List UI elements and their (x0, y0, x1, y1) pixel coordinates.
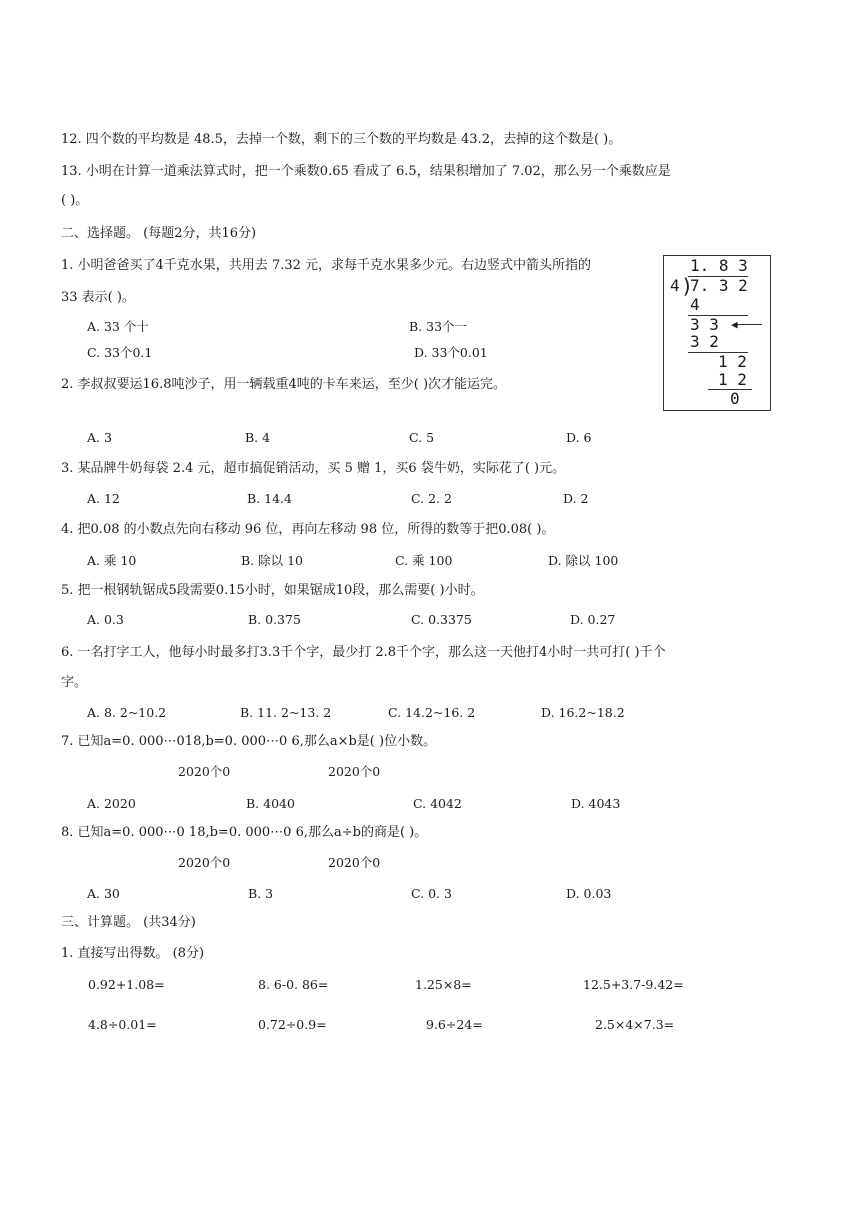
choice-question-8: 8. 已知a=0. 000⋯0 18,b=0. 000⋯0 6,那么a÷b的商是( )。 (61, 825, 428, 840)
q5-option-b: B. 0.375 (248, 612, 301, 627)
division-row-1: 4 (690, 295, 700, 314)
q7-annotation-b: 2020个0 (328, 764, 381, 779)
q6-option-a: A. 8. 2~10.2 (87, 705, 167, 720)
q7-option-d: D. 4043 (571, 796, 621, 811)
question-13-line1: 13. 小明在计算一道乘法算式时，把一个乘数0.65 看成了 6.5，结果积增加了 7.02，那么另一个乘数应是 (61, 164, 671, 179)
q7-option-a: A. 2020 (87, 796, 136, 811)
q1-option-b: B. 33个一 (409, 319, 468, 334)
arrow-icon: ◀ (731, 318, 738, 331)
division-row-2: 3 3 (690, 315, 719, 334)
calc-question-1: 1. 直接写出得数。 (8分) (61, 946, 205, 961)
calc-item-5: 4.8÷0.01= (88, 1017, 157, 1032)
choice-question-7: 7. 已知a=0. 000⋯018,b=0. 000⋯0 6,那么a×b是( )位小数。 (61, 734, 437, 749)
q7-annotation-a: 2020个0 (178, 764, 231, 779)
calc-item-8: 2.5×4×7.3= (595, 1017, 675, 1032)
division-divisor: 4 (670, 276, 680, 295)
q5-option-c: C. 0.3375 (411, 612, 472, 627)
choice-question-6-line1: 6. 一名打字工人，他每小时最多打3.3千个字，最少打 2.8千个字，那么这一天他打4小时一共可打( )千个 (61, 645, 666, 660)
calc-item-2: 8. 6-0. 86= (258, 977, 329, 992)
question-12: 12. 四个数的平均数是 48.5，去掉一个数，剩下的三个数的平均数是 43.2，去掉的这个数是( )。 (61, 132, 622, 147)
q4-option-c: C. 乘 100 (395, 553, 453, 568)
q7-option-b: B. 4040 (246, 796, 295, 811)
division-row-3: 3 2 (690, 332, 719, 351)
choice-question-1-line2: 33 表示( )。 (61, 290, 135, 305)
calc-item-1: 0.92+1.08= (88, 977, 165, 992)
q3-option-c: C. 2. 2 (411, 491, 452, 506)
q1-option-a: A. 33 个十 (87, 319, 149, 334)
q8-option-d: D. 0.03 (566, 886, 612, 901)
q8-option-a: A. 30 (87, 886, 120, 901)
q6-option-c: C. 14.2~16. 2 (388, 705, 476, 720)
calc-item-3: 1.25×8= (415, 977, 472, 992)
choice-question-2: 2. 李叔叔要运16.8吨沙子，用一辆载重4吨的卡车来运，至少( )次才能运完。 (61, 377, 507, 392)
q2-option-c: C. 5 (409, 430, 435, 445)
calc-item-7: 9.6÷24= (426, 1017, 483, 1032)
q6-option-b: B. 11. 2~13. 2 (240, 705, 332, 720)
q8-annotation-a: 2020个0 (178, 855, 231, 870)
q1-option-d: D. 33个0.01 (414, 345, 488, 360)
q2-option-d: D. 6 (566, 430, 592, 445)
choice-question-4: 4. 把0.08 的小数点先向右移动 96 位，再向左移动 98 位，所得的数等于把0.08( )。 (61, 522, 555, 537)
q6-option-d: D. 16.2~18.2 (541, 705, 625, 720)
q1-option-c: C. 33个0.1 (87, 345, 153, 360)
division-quotient: 1. 8 3 (690, 256, 748, 275)
q8-option-b: B. 3 (248, 886, 274, 901)
choice-question-1-line1: 1. 小明爸爸买了4千克水果，共用去 7.32 元，求每千克水果多少元。右边竖式中箭头所指的 (61, 258, 592, 273)
choice-question-3: 3. 某品牌牛奶每袋 2.4 元，超市搞促销活动，买 5 赠 1，买6 袋牛奶，实际花了( )元。 (61, 461, 566, 476)
q4-option-a: A. 乘 10 (87, 553, 137, 568)
q8-annotation-b: 2020个0 (328, 855, 381, 870)
question-13-line2: ( )。 (61, 193, 89, 208)
long-division-figure (663, 255, 771, 411)
section-3-heading: 三、计算题。 (共34分) (61, 915, 196, 930)
q5-option-a: A. 0.3 (87, 612, 124, 627)
division-row-5: 1 2 (718, 370, 747, 389)
q3-option-a: A. 12 (87, 491, 120, 506)
q8-option-c: C. 0. 3 (411, 886, 452, 901)
q5-option-d: D. 0.27 (570, 612, 616, 627)
choice-question-6-line2: 字。 (61, 675, 88, 690)
calc-item-6: 0.72÷0.9= (258, 1017, 327, 1032)
q4-option-b: B. 除以 10 (241, 553, 304, 568)
q4-option-d: D. 除以 100 (548, 553, 619, 568)
calc-item-4: 12.5+3.7-9.42= (583, 977, 684, 992)
q2-option-b: B. 4 (245, 430, 271, 445)
choice-question-5: 5. 把一根钢轨锯成5段需要0.15小时，如果锯成10段，那么需要( )小时。 (61, 583, 484, 598)
division-row-4: 1 2 (718, 352, 747, 371)
q2-option-a: A. 3 (87, 430, 112, 445)
q3-option-d: D. 2 (563, 491, 589, 506)
division-bracket: ) (681, 274, 694, 298)
division-dividend: 7. 3 2 (690, 276, 748, 295)
q7-option-c: C. 4042 (413, 796, 462, 811)
q3-option-b: B. 14.4 (247, 491, 292, 506)
section-2-heading: 二、选择题。 (每题2分，共16分) (61, 226, 257, 241)
division-row-6: 0 (730, 389, 740, 408)
